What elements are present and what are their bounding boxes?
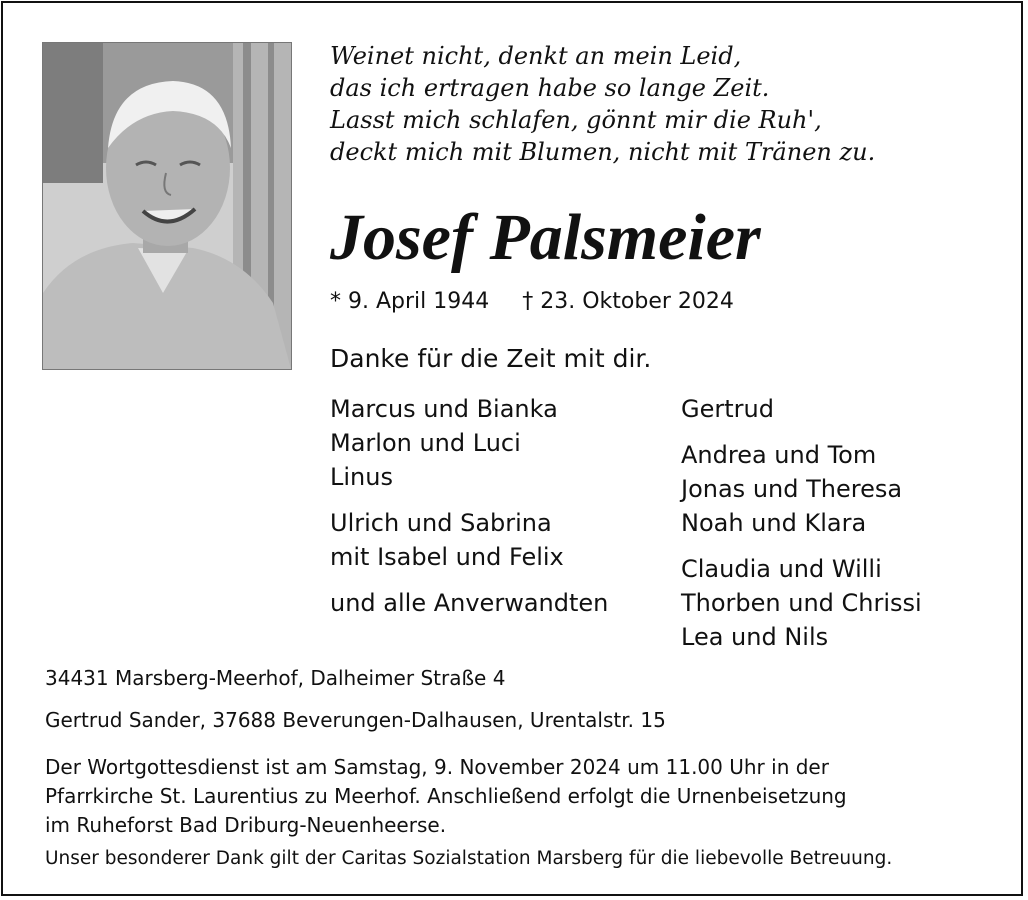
mourner-line: Claudia und Willi bbox=[681, 555, 882, 583]
mourner-line: Noah und Klara bbox=[681, 509, 867, 537]
final-thanks: Unser besonderer Dank gilt der Caritas Sozialstation Marsberg für die liebevolle Betreuung. bbox=[45, 848, 893, 869]
deceased-name: Josef Palsmeier bbox=[330, 201, 761, 274]
birth-date: * 9. April 1944 bbox=[330, 289, 490, 314]
poem-line: das ich ertragen habe so lange Zeit. bbox=[330, 74, 770, 102]
mourner-line: Andrea und Tom bbox=[681, 441, 877, 469]
service-line: Der Wortgottesdienst ist am Samstag, 9. November 2024 um 11.00 Uhr in der bbox=[45, 755, 829, 779]
portrait-image bbox=[43, 43, 291, 369]
service-line: Pfarrkirche St. Laurentius zu Meerhof. Anschließend erfolgt die Urnenbeisetzung bbox=[45, 784, 847, 808]
mourner-line: Marlon und Luci bbox=[330, 429, 521, 457]
mourners-right-column bbox=[681, 392, 922, 666]
mourner-line: Ulrich und Sabrina bbox=[330, 509, 552, 537]
mourner-line: Jonas und Theresa bbox=[681, 475, 903, 503]
family-address: 34431 Marsberg-Meerhof, Dalheimer Straße 4 bbox=[45, 666, 506, 690]
mourner-line: Marcus und Bianka bbox=[330, 395, 558, 423]
portrait-photo bbox=[42, 42, 292, 370]
service-line: im Ruheforst Bad Driburg-Neuenheerse. bbox=[45, 813, 447, 837]
poem-line: Weinet nicht, denkt an mein Leid, bbox=[330, 42, 742, 70]
poem-line: deckt mich mit Blumen, nicht mit Tränen zu. bbox=[330, 138, 876, 166]
mourner-group bbox=[681, 392, 922, 426]
poem bbox=[330, 40, 875, 168]
mourner-line: Gertrud bbox=[681, 395, 774, 423]
service-notice bbox=[45, 753, 847, 840]
mourner-line: und alle Anverwandten bbox=[330, 589, 609, 617]
secondary-address: Gertrud Sander, 37688 Beverungen-Dalhausen, Urentalstr. 15 bbox=[45, 708, 666, 732]
mourner-group bbox=[681, 552, 922, 654]
death-date: † 23. Oktober 2024 bbox=[522, 289, 734, 314]
life-dates bbox=[330, 286, 734, 318]
mourner-line: Linus bbox=[330, 463, 393, 491]
poem-line: Lasst mich schlafen, gönnt mir die Ruh', bbox=[330, 106, 822, 134]
thanks-line: Danke für die Zeit mit dir. bbox=[330, 344, 652, 373]
mourner-group bbox=[330, 586, 608, 620]
mourner-group bbox=[330, 392, 608, 494]
mourner-group bbox=[681, 438, 922, 540]
mourners-left-column bbox=[330, 392, 608, 632]
mourner-line: mit Isabel und Felix bbox=[330, 543, 564, 571]
mourner-group bbox=[330, 506, 608, 574]
mourner-line: Thorben und Chrissi bbox=[681, 589, 922, 617]
mourner-line: Lea und Nils bbox=[681, 623, 829, 651]
